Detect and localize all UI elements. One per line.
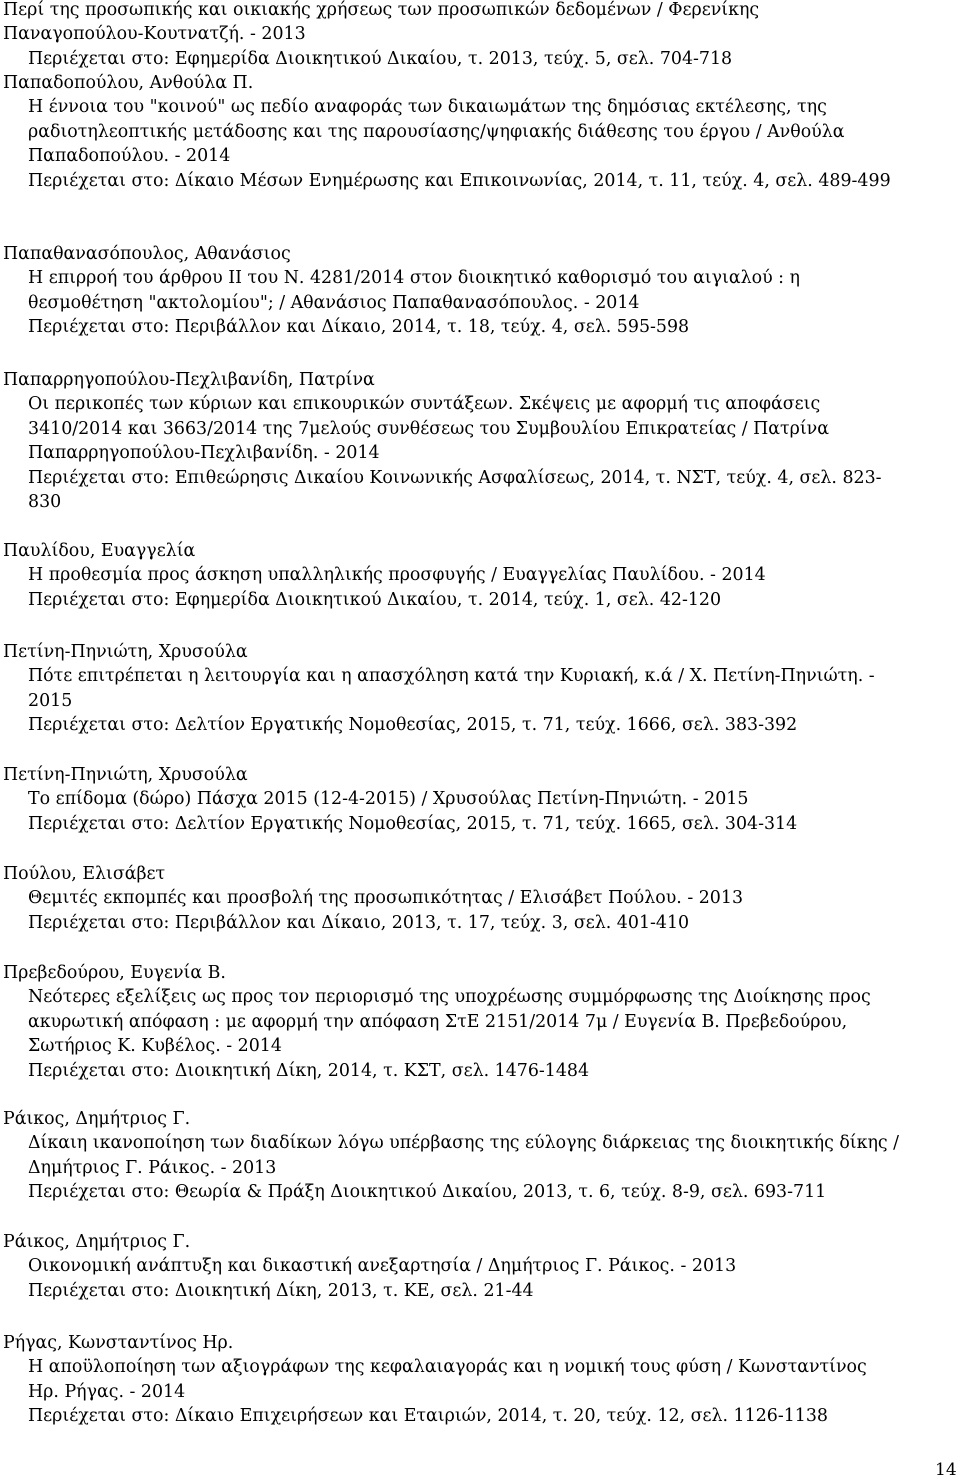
bibliography-entry (3, 1107, 903, 1205)
entry-author: Παπαρρηγοπούλου-Πεχλιβανίδη, Πατρίνα (3, 370, 375, 390)
page-number: 14 (935, 1460, 957, 1480)
entry-author: Πετίνη-Πηνιώτη, Χρυσούλα (3, 765, 248, 785)
entry-title: Θεμιτές εκπομπές και προσβολή της προσωπικότητας / Ελισάβετ Πούλου. - 2013 (28, 888, 744, 909)
entry-title: Η προθεσμία προς άσκηση υπαλληλικής προσφυγής / Ευαγγελίας Παυλίδου. - 2014 (28, 565, 766, 586)
entry-source: Περιέχεται στο: Δελτίον Εργατικής Νομοθεσίας, 2015, τ. 71, τεύχ. 1666, σελ. 383-392 (28, 715, 798, 736)
entry-source: Περιέχεται στο: Διοικητική Δίκη, 2013, τ. ΚΕ, σελ. 21-44 (28, 1280, 534, 1301)
entry-author: Πετίνη-Πηνιώτη, Χρυσούλα (3, 642, 248, 662)
entry-title: Πότε επιτρέπεται η λειτουργία και η απασχόληση κατά την Κυριακή, κ.ά / Χ. Πετίνη-Πηνιώτη. - 2015 (28, 666, 875, 711)
entry-author: Πρεβεδούρου, Ευγενία Β. (3, 963, 226, 983)
entry-title: Η αποϋλοποίηση των αξιογράφων της κεφαλαιαγοράς και η νομική τους φύση / Κωνσταντίνος Ηρ. Ρήγας. - 2014 (28, 1357, 867, 1402)
entry-title: Η έννοια του "κοινού" ως πεδίο αναφοράς των δικαιωμάτων της δημόσιας εκτέλεσης, της ραδιοτηλεοπτικής μετάδοσης και της παρουσίασης/ψηφιακής διάθεσης του έργου / Ανθούλα Παπαδοπούλου. - 2014 (28, 97, 845, 167)
entry-author: Ράικος, Δημήτριος Γ. (3, 1232, 191, 1252)
entry-author: Ράικος, Δημήτριος Γ. (3, 1109, 191, 1129)
bibliography-entry (3, 0, 903, 71)
entry-author: Ρήγας, Κωνσταντίνος Ηρ. (3, 1333, 234, 1353)
bibliography-entry (3, 1331, 903, 1429)
entry-author: Παπαθανασόπουλος, Αθανάσιος (3, 244, 291, 264)
entry-source: Περιέχεται στο: Περιβάλλον και Δίκαιο, 2014, τ. 18, τεύχ. 4, σελ. 595-598 (28, 317, 690, 338)
bibliography-entry (3, 242, 903, 340)
entry-title: Οικονομική ανάπτυξη και δικαστική ανεξαρτησία / Δημήτριος Γ. Ράικος. - 2013 (28, 1256, 737, 1277)
entry-source: Περιέχεται στο: Εφημερίδα Διοικητικού Δικαίου, τ. 2013, τεύχ. 5, σελ. 704-718 (28, 48, 733, 69)
entry-author: Παπαδοπούλου, Ανθούλα Π. (3, 73, 254, 93)
entry-title: Περί της προσωπικής και οικιακής χρήσεως των προσωπικών δεδομένων / Φερενίκης Παναγοπούλου-Κουτνατζή. - 2013 (3, 0, 760, 45)
bibliography-entry (3, 368, 903, 514)
entry-title: Οι περικοπές των κύριων και επικουρικών συντάξεων. Σκέψεις με αφορμή τις αποφάσεις 3410/2014 και 3663/2014 της 7μελούς συνθέσεως του Συμβουλίου Επικρατείας / Πατρίνα Παπαρρηγοπούλου-Πεχλιβανίδη. - 2014 (28, 394, 829, 464)
entry-source: Περιέχεται στο: Εφημερίδα Διοικητικού Δικαίου, τ. 2014, τεύχ. 1, σελ. 42-120 (28, 589, 722, 610)
entry-source: Περιέχεται στο: Επιθεώρησις Δικαίου Κοινωνικής Ασφαλίσεως, 2014, τ. ΝΣΤ, τεύχ. 4, σελ. 823-830 (28, 467, 882, 513)
entry-title: Δίκαιη ικανοποίηση των διαδίκων λόγω υπέρβασης της εύλογης διάρκειας της διοικητικής δίκης / Δημήτριος Γ. Ράικος. - 2013 (28, 1133, 900, 1178)
entry-source: Περιέχεται στο: Δίκαιο Μέσων Ενημέρωσης και Επικοινωνίας, 2014, τ. 11, τεύχ. 4, σελ. 489-499 (28, 170, 891, 191)
entry-title: Νεότερες εξελίξεις ως προς τον περιορισμό της υποχρέωσης συμμόρφωσης της Διοίκησης προς ακυρωτική απόφαση : με αφορμή την απόφαση ΣτΕ 2151/2014 7μ / Ευγενία Β. Πρεβεδούρου, Σωτήριος Κ. Κυβέλος. - 2014 (28, 987, 871, 1057)
entry-source: Περιέχεται στο: Δίκαιο Επιχειρήσεων και Εταιριών, 2014, τ. 20, τεύχ. 12, σελ. 1126-1138 (28, 1406, 828, 1427)
bibliography-entry (3, 539, 903, 612)
entry-source: Περιέχεται στο: Δελτίον Εργατικής Νομοθεσίας, 2015, τ. 71, τεύχ. 1665, σελ. 304-314 (28, 813, 798, 834)
bibliography-entry (3, 961, 903, 1083)
bibliography-entry (3, 862, 903, 935)
entry-source: Περιέχεται στο: Θεωρία & Πράξη Διοικητικού Δικαίου, 2013, τ. 6, τεύχ. 8-9, σελ. 693-711 (28, 1182, 827, 1203)
entry-source: Περιέχεται στο: Διοικητική Δίκη, 2014, τ. ΚΣΤ, σελ. 1476-1484 (28, 1060, 590, 1081)
bibliography-entry (3, 640, 903, 738)
entry-author: Παυλίδου, Ευαγγελία (3, 541, 196, 561)
bibliography-entry (3, 763, 903, 836)
entry-title: Το επίδομα (δώρο) Πάσχα 2015 (12-4-2015) / Χρυσούλας Πετίνη-Πηνιώτη. - 2015 (28, 789, 749, 810)
entry-source: Περιέχεται στο: Περιβάλλον και Δίκαιο, 2013, τ. 17, τεύχ. 3, σελ. 401-410 (28, 912, 690, 933)
entry-author: Πούλου, Ελισάβετ (3, 864, 166, 884)
bibliography-entry (3, 1230, 903, 1303)
bibliography-entry (3, 71, 903, 193)
entry-title: Η επιρροή του άρθρου ΙΙ του Ν. 4281/2014 στον διοικητικό καθορισμό του αιγιαλού : η θεσμοθέτηση "ακτολομίου"; / Αθανάσιος Παπαθανασόπουλος. - 2014 (28, 268, 800, 313)
